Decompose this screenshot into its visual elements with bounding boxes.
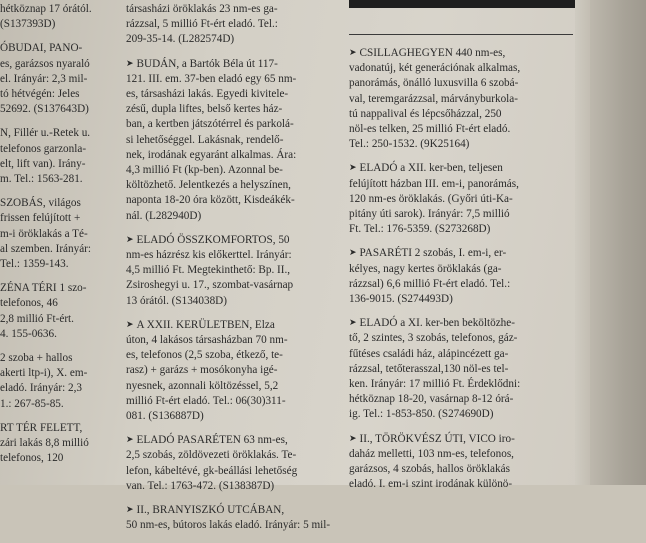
text-line: panorámás, önálló luxusvilla 6 szobá-: [349, 77, 519, 90]
text-line: ➤ II., TÖRÖKVÉSZ ÚTI, VICO iro-: [349, 432, 515, 445]
text-line: RT TÉR FELETT,: [0, 421, 83, 434]
text-line: telefonos, 46: [0, 297, 58, 310]
text-line: 120 nm-es öröklakás. (Győri úti-Ka-: [349, 192, 513, 205]
arrow-bullet-icon: ➤: [349, 432, 357, 443]
arrow-bullet-icon: ➤: [349, 47, 357, 57]
text-line: kélyes, nagy kertes öröklakás (ga-: [349, 262, 502, 275]
text-line: 081. (S136887D): [126, 410, 204, 423]
text-line: Tel.: 250-1532. (9K25164): [349, 138, 470, 151]
text-line: SZOBÁS, világos: [0, 197, 81, 210]
text-line: ken. Irányár: 17 millió Ft. Érdeklődni:: [349, 378, 521, 391]
text-line: eladó. Irányár: 2,3: [0, 382, 83, 395]
left-fragment-4: [0, 196, 112, 272]
text-line: si lehetőséggel. Lakásnak, rendelő-: [126, 133, 284, 146]
text-line: N, Fillér u.-Retek u.: [0, 127, 91, 140]
text-line: el. Irányár: 2,3 mil-: [0, 72, 88, 85]
classified-ad: [349, 161, 575, 237]
text-line: m. Tel.: 1563-281.: [0, 173, 83, 186]
arrow-bullet-icon: ➤: [349, 162, 357, 173]
text-line: ➤ ELADÓ a XII. ker-ben, teljesen: [349, 162, 503, 175]
text-line: vadonatúj, két generációnak alkalmas,: [349, 62, 521, 75]
classified-ad: [349, 316, 575, 422]
left-fragment-2: [0, 41, 112, 117]
text-line: nek, irodának egyaránt alkalmas. Ára:: [126, 148, 297, 161]
text-line: felújított házban III. em-i, panorámás,: [349, 177, 519, 190]
text-line: úton, 4 lakásos társasházban 70 nm-: [126, 334, 288, 347]
classified-ad: [126, 503, 332, 533]
text-line: hétköznap 18-20, vasárnap 8-12 órá-: [349, 393, 514, 406]
text-line: millió Ft-ért eladó. Tel.: 06(30)311-: [126, 394, 286, 407]
text-line: akerti ltp-i), X. em-: [0, 367, 88, 380]
text-line: van. Tel.: 1763-472. (S138387D): [126, 479, 275, 492]
text-line: ➤ PASARÉTI 2 szobás, I. em-i, er-: [349, 247, 507, 260]
text-line: ➤ A XXII. KERÜLETBEN, Elza: [126, 318, 275, 331]
text-line: telefonos garzonla-: [0, 142, 87, 155]
text-line: frissen felújított +: [0, 212, 81, 225]
text-line: rázzsal, tetőterasszal,130 nöl-es tel-: [349, 362, 509, 375]
text-line: ➤ BUDÁN, a Bartók Béla út 117-: [126, 57, 278, 70]
text-line: fűtéses családi ház, alápincézett ga-: [349, 347, 509, 360]
text-line: 1.: 267-85-85.: [0, 397, 64, 410]
text-line: naponta 18-20 óra között, Kisdeákék-: [126, 194, 295, 207]
text-line: 4,5 millió Ft. Megtekinthető: Bp. II.,: [126, 264, 291, 277]
arrow-bullet-icon: ➤: [126, 434, 134, 445]
left-fragment-6: [0, 351, 112, 412]
text-line: nöl-es telken, 25 millió Ft-ért eladó.: [349, 123, 511, 136]
classified-ad: [126, 433, 332, 494]
text-line: rázzsal) 6,6 millió Ft-ért eladó. Tel.:: [349, 277, 511, 290]
text-line: es, társasházi lakás. Egyedi kivitele-: [126, 88, 289, 101]
left-fragment-5: [0, 281, 112, 342]
text-line: es, telefonos (2,5 szoba, étkező, te-: [126, 349, 283, 362]
text-line: ZÉNA TÉRI 1 szo-: [0, 282, 87, 295]
text-line: ig. Tel.: 1-853-850. (S274690D): [349, 408, 494, 421]
text-line: ÓBUDAI, PANO-: [0, 42, 83, 55]
text-line: 121. III. em. 37-ben eladó egy 65 nm-: [126, 72, 297, 85]
page-edge: [590, 0, 646, 485]
left-column: [0, 2, 112, 475]
text-line: 2 szoba + hallos: [0, 352, 73, 365]
text-line: 2,5 szobás, zöldövezeti öröklakás. Te-: [126, 449, 297, 462]
left-fragment-1: [0, 2, 112, 32]
arrow-bullet-icon: ➤: [349, 247, 357, 258]
right-column: [349, 46, 575, 501]
column-rule: [349, 34, 573, 35]
text-line: nm-es házrész kis előkerttel. Irányár:: [126, 249, 292, 262]
text-line: Ft. Tel.: 176-5359. (S273268D): [349, 223, 491, 236]
text-line: nyesnek, azonnali költözéssel, 5,2: [126, 379, 279, 392]
text-line: ban, a kertben játszótérrel és parkolá-: [126, 118, 294, 131]
text-line: zésű, dupla liftes, belső kertes ház-: [126, 103, 283, 116]
text-line: 209-35-14. (L282574D): [126, 33, 235, 46]
text-line: 13 órától. (S134038D): [126, 294, 227, 307]
text-line: tó hétvégén: Jeles: [0, 88, 80, 101]
text-line: garázsos, 4 szobás, hallos öröklakás: [349, 463, 510, 476]
text-line: 52692. (S137643D): [0, 103, 89, 116]
text-line: Zsiroshegyi u. 17., szombat-vasárnap: [126, 279, 294, 292]
middle-column: [126, 2, 332, 543]
text-line: es, garázsos nyaraló: [0, 57, 90, 70]
text-line: (S137393D): [0, 18, 56, 31]
arrow-bullet-icon: ➤: [126, 57, 134, 68]
text-line: Tel.: 1359-143.: [0, 258, 69, 271]
text-line: daház melletti, 103 nm-es, telefonos,: [349, 447, 514, 460]
text-line: költözhető. Jelentkezés a helyszínen,: [126, 179, 291, 192]
text-line: tú nappalival és lépcsőházzal, 250: [349, 107, 502, 120]
classified-ad: [126, 2, 332, 48]
left-fragment-3: [0, 126, 112, 187]
left-fragment-7: [0, 421, 112, 467]
top-black-band: [349, 0, 590, 8]
text-line: 2,8 millió Ft-ért.: [0, 312, 74, 325]
text-line: 50 nm-es, bútoros lakás eladó. Irányár: 5 mil-: [126, 519, 331, 532]
text-line: 4,3 millió Ft (kp-ben). Azonnal be-: [126, 164, 283, 177]
text-line: ➤ ELADÓ PASARÉTEN 63 nm-es,: [126, 434, 288, 447]
classified-ad: [349, 46, 575, 152]
text-line: hétköznap 17 órától.: [0, 3, 92, 15]
text-line: pitány úti sarok). Irányár: 7,5 millió: [349, 208, 510, 221]
text-line: 136-9015. (S274493D): [349, 293, 453, 306]
text-line: elt, lift van). Irány-: [0, 157, 86, 170]
text-line: lefon, kábeltévé, gk-beállási lehetőség: [126, 464, 298, 477]
text-line: ➤ ELADÓ a XI. ker-ben beköltözhe-: [349, 317, 515, 330]
text-line: rasz) + garázs + mosókonyha igé-: [126, 364, 278, 377]
arrow-bullet-icon: ➤: [126, 233, 134, 244]
text-line: rázzsal, 5 millió Ft-ért eladó. Tel.:: [126, 18, 278, 31]
text-line: m-i öröklakás a Té-: [0, 227, 88, 240]
text-line: zári lakás 8,8 millió: [0, 437, 89, 450]
text-line: telefonos, 120: [0, 452, 64, 465]
arrow-bullet-icon: ➤: [126, 318, 134, 329]
text-line: 4. 155-0636.: [0, 327, 57, 340]
page-edge-shadow: [575, 0, 590, 485]
text-line: tő, 2 szintes, 3 szobás, telefonos, gáz-: [349, 332, 518, 345]
text-line: ➤ ELADÓ ÖSSZKOMFORTOS, 50: [126, 233, 290, 246]
text-line: társasházi öröklakás 23 nm-es ga-: [126, 3, 278, 15]
classified-ad: [349, 432, 575, 493]
classified-ad: [126, 318, 332, 424]
text-line: val, teremgarázzsal, márványburkola-: [349, 92, 518, 105]
classified-ad: [126, 233, 332, 309]
text-line: ➤ CSILLAGHEGYEN 440 nm-es,: [349, 47, 506, 59]
text-line: nál. (L282940D): [126, 209, 202, 222]
text-line: eladó. I. em-i szint irodának különö-: [349, 478, 513, 491]
arrow-bullet-icon: ➤: [126, 504, 134, 515]
arrow-bullet-icon: ➤: [349, 317, 357, 328]
text-line: al szemben. Irányár:: [0, 242, 92, 255]
classified-ad: [349, 246, 575, 307]
text-line: ➤ II., BRANYISZKÓ UTCÁBAN,: [126, 504, 285, 517]
classified-ad: [126, 57, 332, 224]
